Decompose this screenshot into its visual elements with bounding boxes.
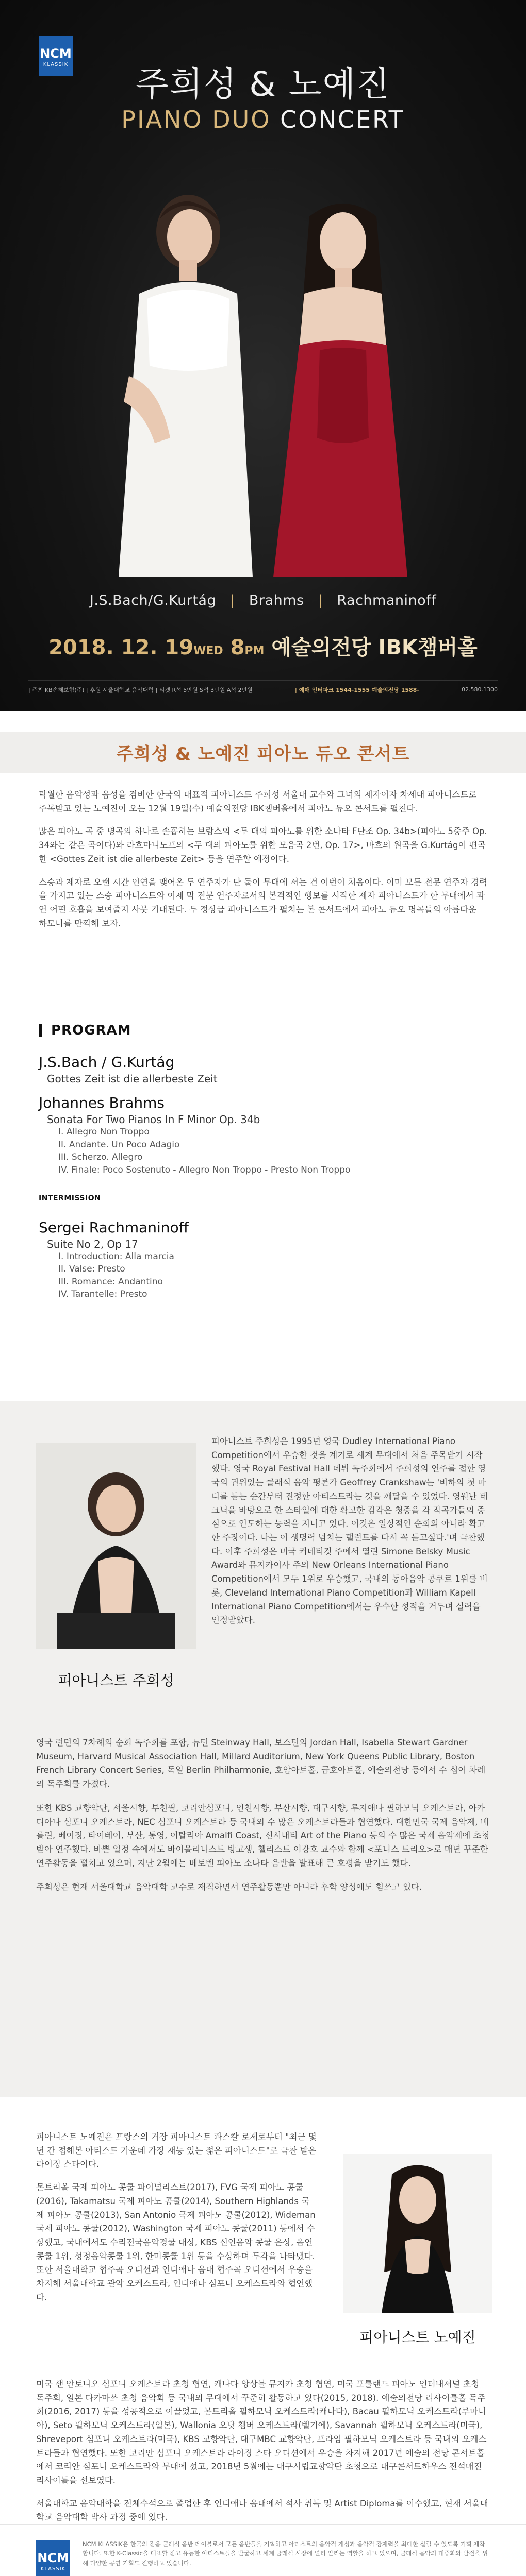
pianist-left-illustration [98,170,268,577]
intro-paragraph: 탁월한 음악성과 음성을 겸비한 한국의 대표적 피아니스트 주희성 서울대 교수와 그녀의 제자이자 차세대 피아니스트로 주목받고 있는 노예진이 오는 12월 19일(수) 예술의전당 IBK챔버홀에서 피아노 듀오 콘서트를 펼친다. [39,790,477,814]
concert-date-time-venue [0,631,526,660]
bio-paragraph: 영국 런던의 7차례의 순회 독주회를 포함, 뉴턴 Steinway Hall, 보스턴의 Jordan Hall, Isabella Stewart Gardner Museum, Harvard Musical Association Hall, Millard Auditorium, New York Queens Public Library, Boston French Library Concert Series, 독일 Berlin Philharmonie, 호암아트홀, 금호아트홀, 예술의전당 등에서 수 십여 차례의 독주회를 가졌다. [36,1738,486,1789]
piece-movement: IV. Finale: Poco Sostenuto - Allegro Non Troppo - Presto Non Troppo [58,1164,351,1175]
pianists-photo [77,155,449,582]
composer-rachmaninoff: Rachmaninoff [337,592,437,608]
program-section [39,1023,487,1301]
composer-brahms: Brahms [249,592,304,608]
bio-paragraph: 주희성은 현재 서울대학교 음악대학 교수로 재직하면서 연주활동뿐만 아니라 후학 양성에도 힘쓰고 있다. [36,1882,422,1892]
bio-paragraph: 서울대학교 음악대학을 전체수석으로 졸업한 후 인디애나 음대에서 석사 취득 및 Artist Diploma를 이수했고, 현재 서울대학교 음악대학 박사 과정 중에 있다. [36,2498,488,2522]
piece-composer: J.S.Bach / G.Kurtág [39,1054,175,1071]
footer [0,2524,526,2576]
logo-text-ncm: NCM [40,46,72,61]
bio-paragraph: 미국 샌 안토니오 심포니 오케스트라 초청 협연, 캐나다 앙상블 뮤지카 초청 협연, 미국 포틀랜드 피아노 인터내셔널 초청 독주회, 일본 다카마쓰 초청 음악회 등 국내외 무대에서 꾸준히 활동하고 있다(2015, 2018). 예술의전당 리사이틀홀 독주회(2016, 2017) 등을 성공적으로 이끌었고, 몬트리올 필하모닉 오케스트라(캐나다), Bacau 필하모닉 오케스트라(루마니아), Seto 필하모닉 오케스트라(일본), Wallonia 오닷 챔버 오케스트라(벨기에), Savannah 필하모닉 오케스트라(미국), Shreveport 심포니 오케스트라(미국), KBS 교향악단, 대구MBC 교향악단, 프라임 필하모닉 오케스트라 등 국내외 오케스트라들과 협연했다. 또한 코리안 심포니 오케스트라 라이징 스타 오디션에서 우승을 차지해 2017년 예술의 전당 콘서트홀에서 코리안 심포니 오케스트라와 무대에 섰고, 2018년 5월에는 대구시립교향악단 초청으로 대구콘서트하우스 전석매진 리사이틀을 선보였다. [36,2379,487,2486]
bio-paragraph: 몬트리올 국제 피아노 콩쿨 파이널리스트(2017), FVG 국제 피아노 콩쿨(2016), Takamatsu 국제 피아노 콩쿨(2014), Southern Highlands 국제 피아노 콩쿨(2013), San Antonio 국제 피아노 콩쿨(2012), Wideman 국제 피아노 콩쿨(2012), Washington 국제 피아노 콩쿨(2011) 등에서 수상했고, 국내에서도 수리전국음악경쿨 대상, KBS 신인음악 콩쿨 은상, 음연콩쿨 1위, 성정음악콩쿨 1위, 한미콩쿨 1위 등을 수상하며 두각을 나타냈다. 또한 서울대학교 협주곡 오디션과 인디애나 음대 협주곡 오디션에서 우승을 차지해 서울대학교 관악 오케스트라, 인디애나 심포니 오케스트라와 협연했다. [36,2182,316,2302]
logo-text-ncm: NCM [37,2551,69,2565]
bio-joo-heesung [0,1401,526,2097]
piece-composer: Sergei Rachmaninoff [39,1218,189,1236]
intro-text [39,788,487,940]
hero-title-korean: 주희성 & 노예진 [136,64,390,104]
intermission-label: INTERMISSION [39,1194,101,1202]
piece-movement: III. Romance: Andantino [58,1276,163,1287]
piece-composer: Johannes Brahms [39,1094,165,1111]
program-heading [39,1023,487,1038]
heading-bar-icon [39,1024,42,1037]
piece-movement: I. Introduction: Alla marcia [58,1251,174,1262]
piece-work: Suite No 2, Op 17 [47,1238,138,1250]
piece-work: Sonata For Two Pianos In F Minor Op. 34b [47,1113,260,1126]
bio-paragraph: 피아니스트 노예진은 프랑스의 거장 피아니스트 파스칼 로제로부터 "최근 몇 년 간 접해본 아티스트 가운데 가장 재능 있는 젊은 피아니스트"로 극찬 받은 라이징 스타이다. [36,2132,317,2170]
composer-bach-kurtag: J.S.Bach/G.Kurtág [89,592,217,608]
concert-date: 2018. 12. 19 [48,636,194,659]
pianist-noh-photo [343,2154,492,2313]
piece-movement: II. Andante. Un Poco Adagio [58,1139,180,1150]
concert-weekday: WED [193,645,223,657]
separator: | [318,592,323,608]
hero-info-bar [28,680,498,696]
intro-paragraph: 스승과 제자로 오랜 시간 인연을 맺어온 두 연주자가 단 둘이 무대에 서는 건 이번이 처음이다. 이미 모든 전문 연주자 경력을 가지고 있는 스승 피아니스트와 이제 막 전문 연주자로서의 본격적인 행보를 시작한 제자 피아니스트가 한 무대에서 과연 어떤 호흡을 보여줄지 사뭇 기대된다. 두 정상급 피아니스트가 펼치는 본 콘서트에서 피아노 듀오 명곡들의 아름다운 하모니를 만끽해 보자. [39,877,487,928]
hero-poster [0,0,526,711]
organizer-ticket-info: | 주최 KB손해보험(주) | 후원 서울대학교 음악대학 | 티켓 R석 5만원 S석 3만원 A석 2만원 [28,686,253,693]
pianist-joo-photo [36,1443,196,1649]
pianist-noh-name: 피아니스트 노예진 [359,2329,476,2346]
concert-venue: 예술의전당 IBK챔버홀 [271,636,478,659]
separator: | [230,592,235,608]
footer-logo[interactable] [36,2540,70,2576]
hero-title-english [0,106,526,133]
piece-movement: IV. Tarantelle: Presto [58,1289,147,1300]
program-piece [39,1054,487,1085]
program-piece [39,1094,487,1177]
pianist-right-illustration [258,180,428,577]
hero-composers [0,592,526,608]
bio-noh-body [36,2378,490,2534]
section-title: 주희성 & 노예진 피아노 듀오 콘서트 [116,743,410,765]
logo-text-klassik: KLASSIK [40,2566,66,2572]
piece-work: Gottes Zeit ist die allerbeste Zeit [47,1073,218,1085]
piece-movement: I. Allegro Non Troppo [58,1127,150,1137]
intro-paragraph: 많은 피아노 곡 중 명곡의 하나로 손꼽히는 브람스의 <두 대의 피아노를 위한 소나타 F단조 Op. 34b>(피아노 5중주 Op. 34와는 같은 곡이다)와 라흐마니노프의 <두 대의 피아노를 위한 모음곡 2번, Op. 17>, 바흐의 원곡을 G.Kurtág이 편곡한 <Gottes Zeit ist die allerbeste Zeit> 등을 연주할 예정이다. [39,826,487,864]
bio-paragraph: 또한 KBS 교향악단, 서울시향, 부천필, 코리안심포니, 인천시향, 부산시향, 대구시향, 루지애나 필하모닉 오케스트라, 아카디아나 심포니 오케스트라, NEC 심포니 오케스트라 등 국내외 수 많은 오케스트라들과 협연했다. 대한민국 국제 음악제, 베를린, 베이징, 타이베이, 부산, 통영, 이탈리아 Amalfi Coast, 신시내티 Art of the Piano 등의 수 많은 국제 음악제에 초청받아 연주했다. 바쁜 일정 속에서도 바이올리니스트 방고생, 첼리스트 이강호 교수와 함께 <포니스 트리오>로 매년 꾸준한 연주활동을 펼치고 있으며, 지난 2월에는 베토벤 피아노 소나타 음반을 발표해 큰 호평을 받기도 했다. [36,1803,490,1868]
concert-time: 8 [230,636,245,659]
hero-title-concert: CONCERT [280,106,405,133]
program-piece [39,1219,487,1301]
concert-time-unit: PM [244,645,265,657]
booking-info[interactable]: | 예매 인터파크 1544-1555 예술의전당 1588- [294,686,419,693]
contact-phone[interactable]: 02.580.1300 [462,686,498,693]
hero-title-piano-duo: PIANO DUO [121,106,271,133]
piece-movement: III. Scherzo. Allegro [58,1152,143,1163]
section-title-bar [0,732,526,773]
bio-joo-intro: 피아니스트 주희성은 1995년 영국 Dudley International Piano Competition에서 우승한 것을 계기로 세계 무대에서 처음 주목받기 시작했다. 영국 Royal Festival Hall 데뷔 독주회에서 주희성의 연주를 접한 영국의 권위있는 클래식 음악 평론가 Geoffrey Crankshaw는 '비하의 첫 마디를 듣는 순간부터 진정한 아티스트라는 것을 깨달을 수 있었다. 영원난 테크닉을 바탕으로 한 스타일에 대한 확고한 감각은 청중을 각 작곡가들의 중심으로 인도하는 능력을 지니고 있다. 이것은 일상적인 순회의 아니라 확고한 주장이다. 나는 이 생명력 넘치는 탤런트를 다시 꼭 듣고싶다.'며 극찬했다. 이후 주희성은 미국 커네티컷 주에서 열린 Simone Belsky Music Award와 뮤지카이사 주의 New Orleans International Piano Competition에서 모두 1위로 우승했고, 국내의 동아음악 콩쿠르 1위를 비롯, Cleveland International Piano Competition과 William Kapell International Piano Competition에서는 우수한 성적을 거두며 실력을 인정받았다. [211,1436,488,1625]
bio-joo-body [36,1736,490,1905]
piece-movement: II. Valse: Presto [58,1264,125,1275]
footer-description: NCM KLASSIK은 한국의 젊음 클래식 음반 레이블로서 모든 음반들을 기획하고 아티스트의 음악적 개성과 음악적 잠재력을 최대한 살릴 수 있도록 기획 제작합니다. 또한 K-Classic을 대표할 젊고 유능한 아티스트들을 발굴하고 세계 클래식 시장에 널리 알리는 역할을 하고 있으며, 클래식 음악의 대중화와 발전을 위해 다양한 공연 기획도 진행하고 있습니다. [83,2540,488,2567]
bio-noh-yejin [0,2097,526,2524]
bio-noh-intro [36,2130,317,2314]
program-heading-text: PROGRAM [51,1023,132,1038]
pianist-joo-name: 피아니스트 주희성 [58,1672,174,1689]
logo-text-klassik: KLASSIK [43,62,69,67]
